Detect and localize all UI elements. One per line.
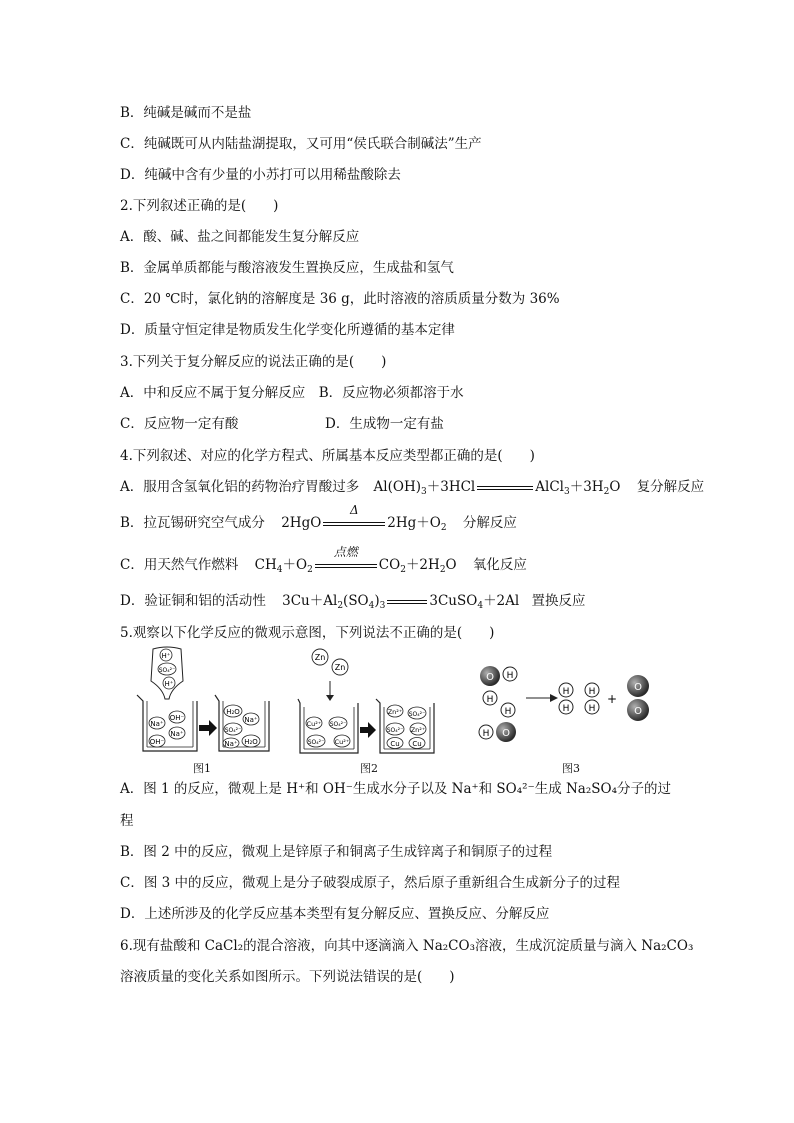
heat-condition: Δ [349, 502, 359, 517]
q4-option-b [120, 502, 517, 537]
figure-2-label: 图2 [360, 762, 378, 775]
svg-text:Cu²⁺: Cu²⁺ [306, 720, 322, 728]
svg-text:H: H [506, 671, 514, 681]
svg-text:Na⁺: Na⁺ [244, 716, 258, 724]
q5-option-d: D．上述所涉及的化学反应基本类型有复分解反应、置换反应、分解反应 [120, 906, 550, 922]
ignite-condition: 点燃 [333, 544, 358, 559]
question-3: 3.下列关于复分解反应的说法正确的是( ) [120, 354, 387, 370]
q4d-equation: $3Cu+Al_2(SO_4)_3$ 3CuSO$_4$＋2Al [282, 593, 520, 611]
svg-text:Zn: Zn [314, 653, 326, 662]
svg-text:SO₄²⁻: SO₄²⁻ [386, 727, 404, 734]
q4c-equation: $CH_4+O_2$ 点燃 $CO_2+2H_2O$ [254, 544, 457, 575]
q4-option-c [120, 544, 527, 579]
svg-text:O: O [634, 682, 642, 693]
svg-text:H: H [504, 707, 512, 717]
svg-text:H: H [588, 687, 596, 697]
q3-option-ab: A．中和反应不属于复分解反应 B．反应物必须都溶于水 [120, 385, 464, 401]
q5-option-c: C．图 3 中的反应，微观上是分子破裂成原子，然后原子重新组合生成新分子的过程 [120, 875, 620, 891]
svg-text:SO₄²⁻: SO₄²⁻ [408, 711, 426, 718]
q4a-equation: $Al(OH)_3+3HCl$ $AlCl_3+3H_2O$ [373, 479, 621, 497]
svg-text:Na⁺: Na⁺ [150, 720, 164, 728]
svg-text:OH⁻: OH⁻ [149, 738, 165, 746]
svg-text:SO₄²⁻: SO₄²⁻ [329, 721, 347, 728]
svg-text:Zn²⁺: Zn²⁺ [387, 708, 403, 716]
svg-text:O: O [634, 706, 642, 717]
q4d-text: D．验证铜和铝的活动性 [120, 593, 266, 609]
svg-text:H: H [486, 695, 494, 705]
q2-option-d: D．质量守恒定律是物质发生化学变化所遵循的基本定律 [120, 322, 455, 338]
q5-option-a-line1: A．图 1 的反应，微观上是 H⁺和 OH⁻生成水分子以及 Na⁺和 SO₄²⁻生成 Na₂SO₄分子的过 [120, 781, 671, 797]
question-6-line1: 6.现有盐酸和 CaCl₂的混合溶液，向其中逐滴滴入 Na₂CO₃溶液，生成沉淀质量与滴入 Na₂CO₃ [120, 938, 694, 954]
q4a-type: 复分解反应 [636, 479, 705, 495]
q4c-type: 氧化反应 [472, 557, 527, 573]
svg-text:H₂O: H₂O [244, 738, 258, 746]
svg-text:Cu: Cu [390, 740, 400, 748]
q2-option-a: A．酸、碱、盐之间都能发生复分解反应 [120, 229, 360, 245]
q2-option-b: B．金属单质都能与酸溶液发生置换反应，生成盐和氢气 [120, 260, 454, 276]
svg-text:Cu: Cu [412, 740, 422, 748]
q4a-text: A．服用含氢氧化铝的药物治疗胃酸过多 [120, 479, 360, 495]
svg-text:Na⁺: Na⁺ [170, 730, 184, 738]
svg-text:H: H [588, 704, 596, 714]
svg-text:SO₄²⁻: SO₄²⁻ [224, 727, 242, 734]
q3-option-c: C．反应物一定有酸 [120, 416, 239, 432]
svg-text:H: H [562, 687, 570, 697]
q4b-type: 分解反应 [462, 515, 517, 531]
q4-option-d [120, 592, 586, 615]
svg-text:H⁺: H⁺ [161, 652, 171, 660]
figure-1-diagram [135, 645, 270, 755]
q5-option-b: B．图 2 中的反应，微观上是锌原子和铜离子生成锌离子和铜原子的过程 [120, 844, 553, 860]
q2-option-c: C．20 ℃时，氯化钠的溶解度是 36 g，此时溶液的溶质质量分数为 36% [120, 291, 560, 307]
option-c-line: C．纯碱既可从内陆盐湖提取，又可用“侯氏联合制碱法”生产 [120, 136, 482, 152]
svg-text:Na⁺: Na⁺ [224, 740, 238, 748]
figure-1-label: 图1 [193, 762, 211, 775]
q5-option-a-line2: 程 [120, 813, 134, 829]
svg-text:H: H [482, 729, 490, 739]
figure-3-label: 图3 [562, 762, 580, 775]
figure-2-diagram [296, 645, 436, 755]
q4c-text: C．用天然气作燃料 [120, 557, 239, 573]
q4-option-a [120, 478, 704, 501]
svg-text:O: O [486, 672, 494, 683]
svg-text:Cu²⁺: Cu²⁺ [334, 738, 350, 746]
question-2: 2.下列叙述正确的是( ) [120, 198, 279, 214]
q3-option-d: D．生成物一定有盐 [325, 416, 444, 432]
q4d-type: 置换反应 [531, 593, 586, 609]
option-d-line: D．纯碱中含有少量的小苏打可以用稀盐酸除去 [120, 167, 401, 183]
svg-text:O: O [502, 728, 510, 739]
plus-sign: + [606, 692, 618, 706]
svg-text:SO₄²⁻: SO₄²⁻ [307, 739, 325, 746]
svg-text:SO₄²⁻: SO₄²⁻ [158, 667, 176, 674]
svg-text:OH⁻: OH⁻ [169, 714, 185, 722]
q4b-equation: 2HgO Δ $2Hg+O_2$ [281, 502, 447, 533]
svg-text:H: H [562, 704, 570, 714]
question-6-line2: 溶液质量的变化关系如图所示。下列说法错误的是( ) [120, 969, 455, 985]
svg-text:Zn²⁺: Zn²⁺ [410, 726, 426, 734]
q4b-text: B．拉瓦锡研究空气成分 [120, 515, 265, 531]
svg-text:Zn: Zn [334, 663, 346, 672]
svg-text:H⁺: H⁺ [164, 680, 174, 688]
question-5: 5.观察以下化学反应的微观示意图，下列说法不正确的是( ) [120, 625, 495, 641]
question-4: 4.下列叙述、对应的化学方程式、所属基本反应类型都正确的是( ) [120, 448, 535, 464]
svg-text:H₂O: H₂O [226, 708, 240, 716]
option-b-line: B．纯碱是碱而不是盐 [120, 105, 252, 121]
figure-3-diagram [476, 660, 666, 750]
